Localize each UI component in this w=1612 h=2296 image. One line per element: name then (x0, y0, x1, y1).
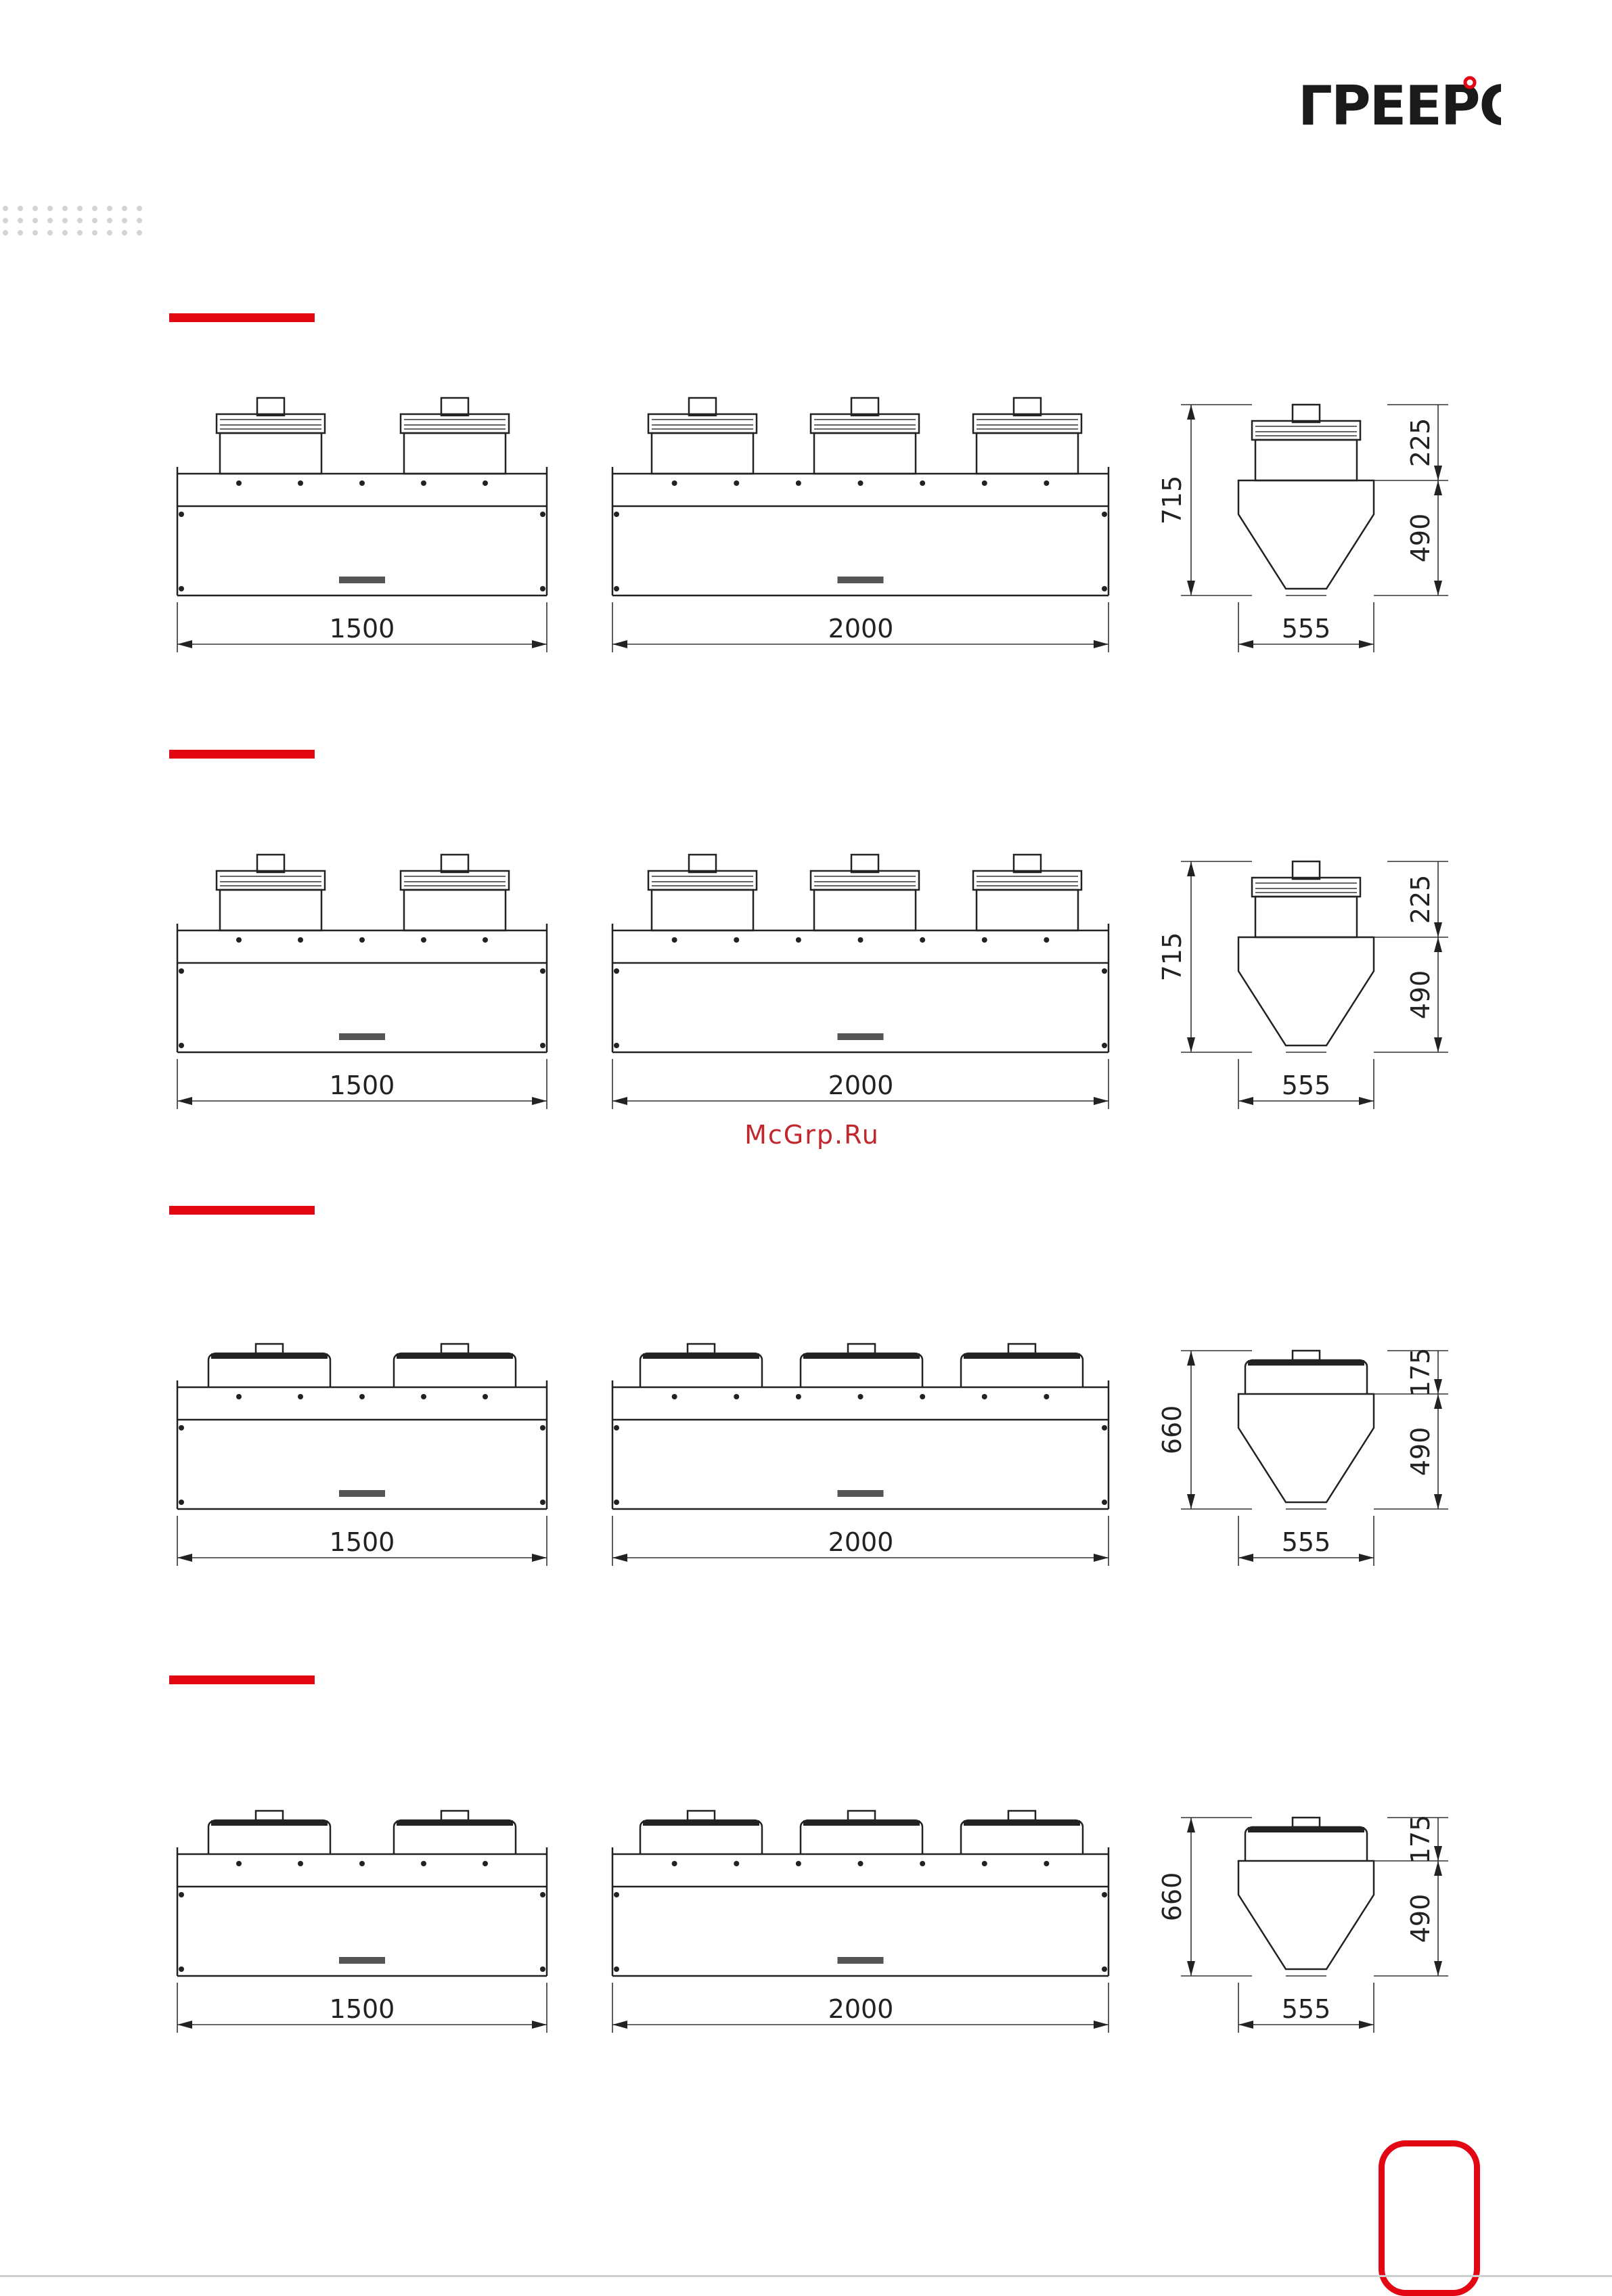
drawing-row-2 (0, 836, 1612, 1120)
dim-width-1500: 1500 (329, 1527, 395, 1557)
dim-width-2000: 2000 (828, 614, 894, 644)
dim-side-body: 490 (1406, 1426, 1435, 1477)
logo-mark (1298, 72, 1501, 133)
dim-width-2000: 2000 (828, 1527, 894, 1557)
dim-width-1500: 1500 (329, 614, 395, 644)
dot-grid-icon (0, 203, 156, 244)
dim-side-width: 555 (1281, 1994, 1331, 2024)
dim-side-width: 555 (1281, 1071, 1331, 1100)
dim-side-width: 555 (1281, 1527, 1331, 1557)
page-number-tab (1379, 2140, 1480, 2296)
decorative-dot-grid (0, 203, 156, 247)
dim-side-width: 555 (1281, 614, 1331, 644)
drawing-row-3 (0, 1292, 1612, 1577)
section-bar-3 (169, 1206, 315, 1215)
section-bar-4 (169, 1675, 315, 1684)
section-bar-1 (169, 313, 315, 322)
dim-side-height: 660 (1157, 1872, 1187, 1922)
dim-side-top: 175 (1406, 1347, 1435, 1397)
dim-side-height: 715 (1157, 475, 1187, 525)
dim-side-top: 225 (1406, 418, 1435, 468)
dim-side-height: 660 (1157, 1405, 1187, 1455)
dim-side-top: 175 (1406, 1814, 1435, 1864)
section-bar-2 (169, 750, 315, 759)
dim-side-body: 490 (1406, 513, 1435, 563)
brand-logo (1298, 72, 1501, 136)
dim-width-1500: 1500 (329, 1071, 395, 1100)
dim-side-body: 490 (1406, 1893, 1435, 1943)
watermark-text: McGrp.Ru (744, 1120, 880, 1150)
dim-width-2000: 2000 (828, 1071, 894, 1100)
dim-side-height: 715 (1157, 932, 1187, 982)
logo-text: ГРЕЕРС (1298, 74, 1501, 133)
footer-divider (0, 2275, 1612, 2277)
dim-side-body: 490 (1406, 970, 1435, 1020)
dim-width-2000: 2000 (828, 1994, 894, 2024)
drawing-row-4 (0, 1759, 1612, 2044)
drawing-row-1 (0, 379, 1612, 663)
dim-side-top: 225 (1406, 874, 1435, 924)
dim-width-1500: 1500 (329, 1994, 395, 2024)
